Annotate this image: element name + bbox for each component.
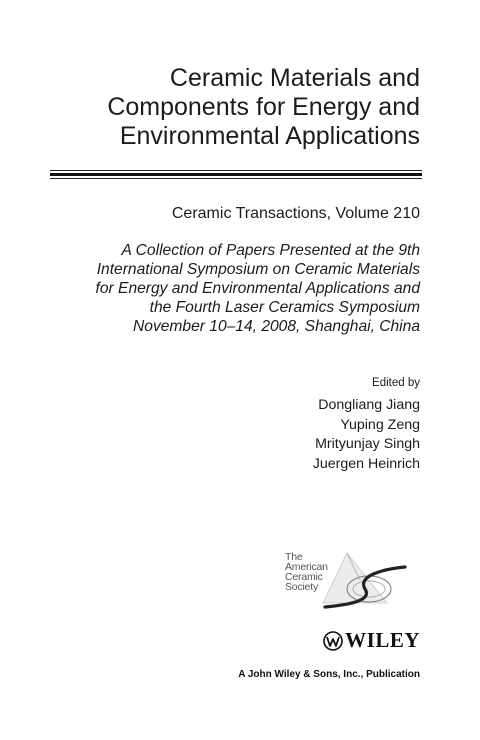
collection-line: International Symposium on Ceramic Materials — [96, 261, 420, 278]
acers-wordmark-line: Ceramic — [285, 571, 323, 583]
book-title-line: Ceramic Materials and — [169, 64, 420, 92]
collection-description — [0, 241, 420, 336]
editor-name: Yuping Zeng — [340, 416, 420, 433]
american-ceramic-society-logo — [285, 545, 415, 613]
collection-line: A Collection of Papers Presented at the 9th — [121, 242, 420, 259]
editor-name: Dongliang Jiang — [318, 397, 420, 413]
editor-name: Mrityunjay Singh — [315, 436, 420, 452]
book-title-line: Environmental Applications — [119, 122, 420, 150]
collection-line: for Energy and Environmental Applications and — [95, 280, 420, 297]
collection-line: the Fourth Laser Ceramics Symposium — [149, 299, 420, 316]
editor-list — [313, 396, 420, 474]
title-rule-bottom — [50, 178, 422, 179]
publisher-imprint: A John Wiley & Sons, Inc., Publication — [238, 669, 420, 680]
wiley-logo — [323, 628, 420, 653]
book-title-line: Components for Energy and — [107, 93, 420, 121]
title-rule-top — [50, 170, 422, 171]
series-volume: Ceramic Transactions, Volume 210 — [171, 205, 420, 222]
wiley-wordmark: WILEY — [345, 628, 420, 652]
acers-wordmark-line: The — [285, 551, 303, 563]
acers-wordmark-line: Society — [285, 581, 319, 593]
title-rule-thick — [50, 173, 422, 176]
collection-line: November 10–14, 2008, Shanghai, China — [133, 318, 420, 335]
acers-wordmark-line: American — [285, 561, 328, 573]
wiley-logo-mark-icon — [323, 631, 343, 651]
book-title — [20, 64, 420, 151]
edited-by-label: Edited by — [372, 377, 420, 389]
acers-wordmark — [285, 552, 328, 592]
editor-name: Juergen Heinrich — [312, 455, 420, 472]
